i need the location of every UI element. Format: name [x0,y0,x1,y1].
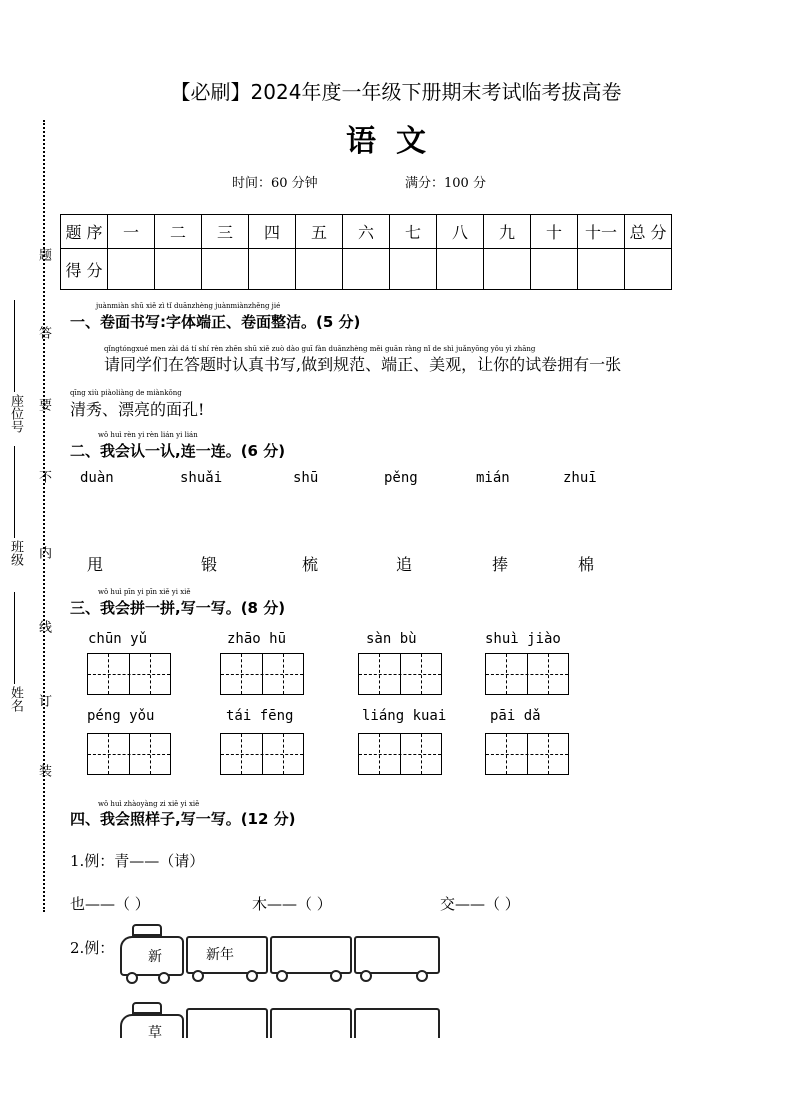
grid-pinyin: péng yǒu [87,708,155,724]
wheel-icon [276,970,288,982]
seat-label: 座位号 [8,394,23,433]
q2-label: 2.例： [70,939,115,957]
column-header: 七 [390,215,437,249]
column-header: 九 [484,215,531,249]
score-cell[interactable] [625,249,672,290]
wheel-icon [126,972,138,984]
pinyin-item[interactable]: shū [293,470,319,486]
section-3-title: 三、我会拼一拼,写一写。(8 分) [70,599,286,617]
train-car[interactable] [270,1008,352,1038]
score-cell[interactable] [249,249,296,290]
section-1-title: 一、卷面书写:字体端正、卷面整洁。(5 分) [70,313,361,331]
row-label: 得 分 [61,249,108,290]
q1-blank-2[interactable]: 木——（ ） [252,895,332,913]
section-3-ruby: wǒ huì pīn yi pīn xiě yi xiě [98,588,191,596]
score-cell[interactable] [343,249,390,290]
row-label: 题 序 [61,215,108,249]
train-car[interactable] [354,1008,440,1038]
train-car[interactable] [354,936,440,974]
page-title: 【必刷】2024年度一年级下册期末考试临考拔高卷 [170,80,622,104]
score-cell[interactable] [531,249,578,290]
score-cell[interactable] [390,249,437,290]
score-cell[interactable] [296,249,343,290]
score-cell[interactable] [202,249,249,290]
warning-char: 要 [36,398,51,411]
score-cell[interactable] [155,249,202,290]
writing-grid[interactable] [220,733,304,775]
warning-char: 不 [36,470,51,483]
column-header: 总 分 [625,215,672,249]
char-item[interactable]: 棉 [578,555,595,574]
section-1-text-2: 清秀、漂亮的面孔! [70,400,205,419]
grid-pinyin: pāi dǎ [490,708,541,724]
grid-pinyin: chūn yǔ [88,631,148,647]
column-header: 十一 [578,215,625,249]
writing-grid[interactable] [220,653,304,695]
column-header: 二 [155,215,202,249]
q1-blank-3[interactable]: 交——（ ） [440,895,520,913]
score-table-score-row [61,249,672,290]
section-2-ruby: wǒ huì rèn yi rèn lián yi lián [98,431,198,439]
seat-blank[interactable] [14,300,15,392]
char-item[interactable]: 锻 [201,555,218,574]
wheel-icon [416,970,428,982]
section-1-text-ruby: qǐngtóngxué men zài dá tí shí rèn zhēn shū xiě zuò dào guī fàn duānzhèng měi guān ràng nǐ de shì juǎnyōng yǒu yì zhāng [104,345,536,353]
column-header: 四 [249,215,296,249]
warning-char: 装 [36,764,51,777]
column-header: 六 [343,215,390,249]
class-label: 班级 [8,540,23,566]
train-car-text: 新年 [206,947,234,963]
char-item[interactable]: 甩 [87,555,104,574]
train-car[interactable] [270,936,352,974]
engine-chimney [132,1002,162,1014]
full-score: 满分：100 分 [405,176,486,191]
time-limit: 时间：60 分钟 [232,176,318,191]
writing-grid[interactable] [485,733,569,775]
writing-grid[interactable] [87,733,171,775]
writing-grid[interactable] [87,653,171,695]
grid-pinyin: liáng kuai [362,708,447,724]
pinyin-item[interactable]: pěng [384,470,418,486]
score-cell[interactable] [437,249,484,290]
pinyin-item[interactable]: mián [476,470,510,486]
warning-char: 线 [36,620,51,633]
column-header: 三 [202,215,249,249]
writing-grid[interactable] [358,733,442,775]
grid-pinyin: zhāo hū [227,631,287,647]
section-1-text: 请同学们在答题时认真书写,做到规范、端正、美观，让你的试卷拥有一张 [104,355,622,374]
grid-pinyin: shuì jiào [485,631,561,647]
wheel-icon [192,970,204,982]
subject-title: 语文 [346,124,446,159]
score-table-header-row [61,215,672,249]
section-1-ruby: juànmiàn shū xiě zì tǐ duānzhèng juànmiànzhěng jié [96,302,281,310]
section-4-title: 四、我会照样子,写一写。(12 分) [70,810,296,828]
score-table [60,214,672,290]
warning-char: 题 [36,248,51,261]
score-cell[interactable] [484,249,531,290]
column-header: 八 [437,215,484,249]
warning-char: 答 [36,326,51,339]
section-2-title: 二、我会认一认,连一连。(6 分) [70,442,286,460]
train-example [118,920,444,986]
pinyin-item[interactable]: zhuī [563,470,597,486]
name-blank[interactable] [14,592,15,684]
pinyin-item[interactable]: duàn [80,470,114,486]
grid-pinyin: sàn bù [366,631,417,647]
engine-char: 草 [148,1025,162,1038]
binding-dotted-line [43,120,45,912]
writing-grid[interactable] [485,653,569,695]
engine-chimney [132,924,162,936]
wheel-icon [360,970,372,982]
score-cell[interactable] [108,249,155,290]
pinyin-item[interactable]: shuǎi [180,470,223,486]
wheel-icon [158,972,170,984]
name-label: 姓名 [8,686,23,712]
char-item[interactable]: 捧 [492,555,509,574]
q1-blank-1[interactable]: 也——（ ） [70,895,150,913]
class-blank[interactable] [14,446,15,538]
section-1-text-ruby-2: qīng xiù piàoliàng de miànkǒng [70,389,182,397]
column-header: 十 [531,215,578,249]
warning-char: 内 [36,546,51,559]
column-header: 五 [296,215,343,249]
char-item[interactable]: 梳 [302,555,319,574]
grid-pinyin: tái fēng [226,708,294,724]
section-4-ruby: wǒ huì zhàoyàng zi xiě yi xiě [98,800,200,808]
train-exercise [118,998,444,1038]
engine-char: 新 [148,949,162,965]
writing-grid[interactable] [358,653,442,695]
column-header: 一 [108,215,155,249]
q1-example: 1.例：青——（请） [70,852,205,870]
score-cell[interactable] [578,249,625,290]
warning-char: 订 [36,694,51,707]
wheel-icon [330,970,342,982]
char-item[interactable]: 追 [396,555,413,574]
wheel-icon [246,970,258,982]
train-car[interactable] [186,1008,268,1038]
